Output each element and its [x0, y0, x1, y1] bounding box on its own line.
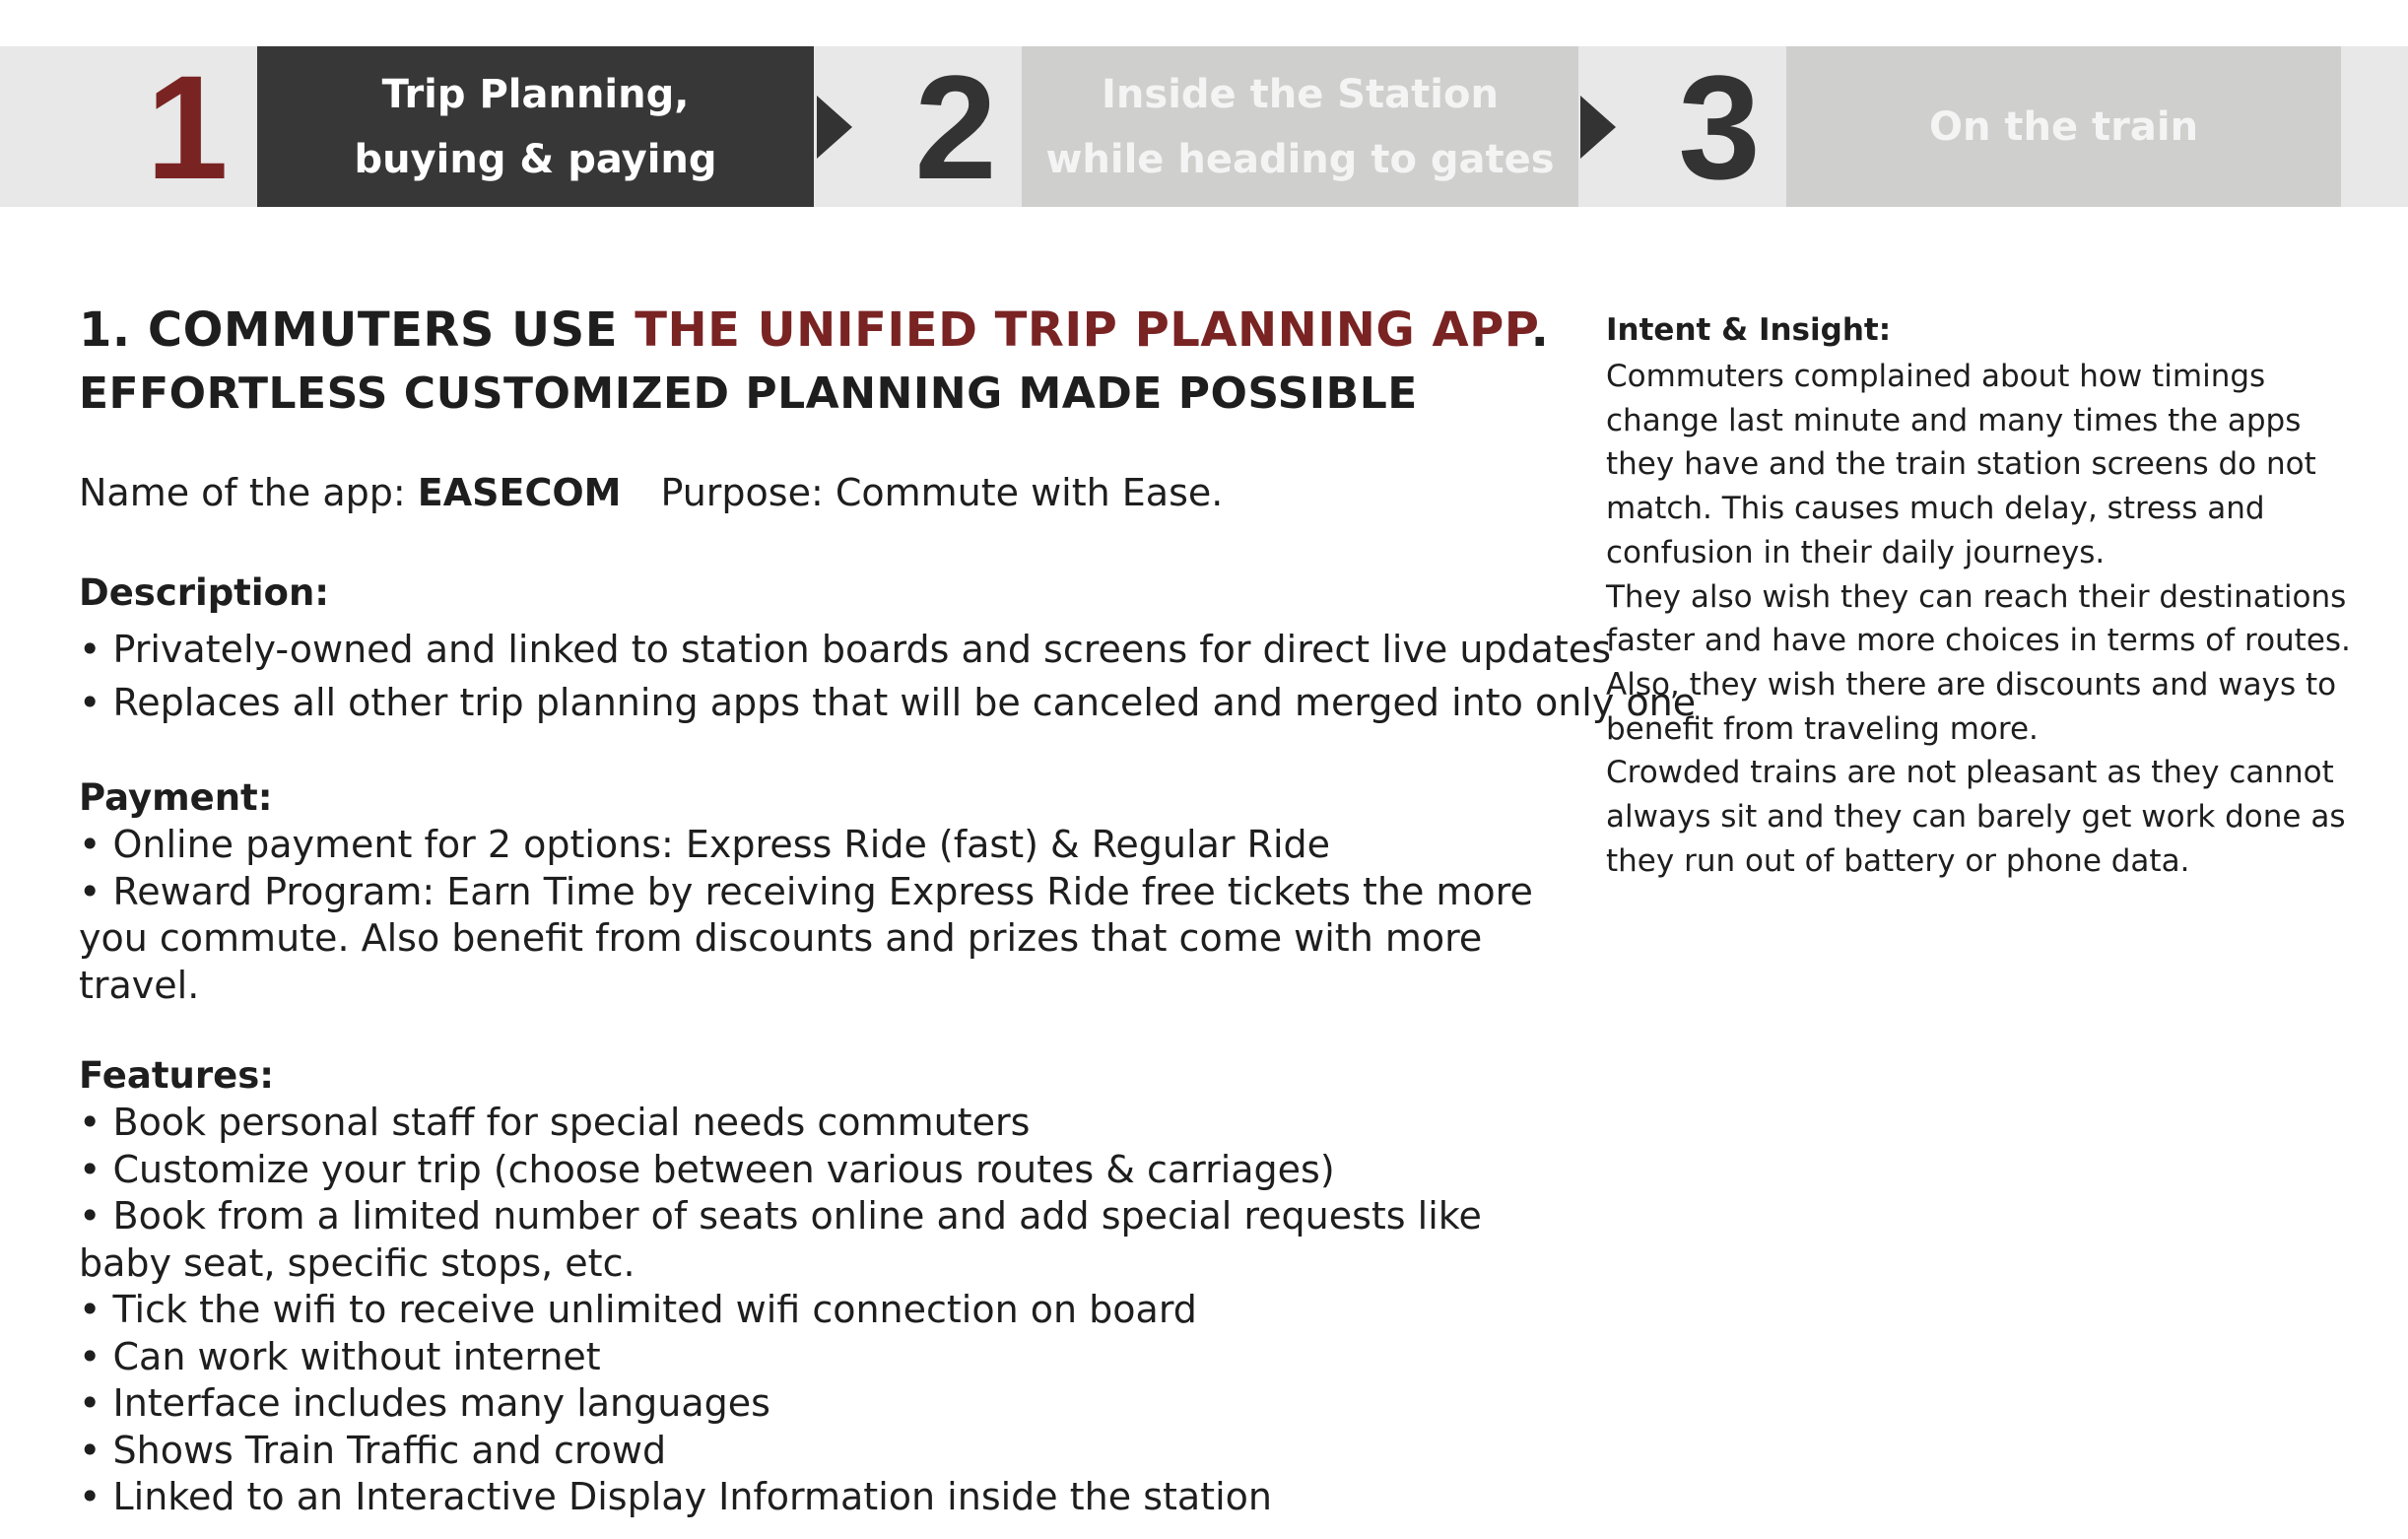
payment-list	[79, 822, 1557, 1009]
list-item: • Book from a limited number of seats online and add special requests like baby seat, specific stops, etc.	[79, 1194, 1482, 1285]
main-content	[79, 296, 1697, 1521]
list-item: • Tick the wifi to receive unlimited wifi connection on board	[79, 1288, 1197, 1331]
chevron-right-icon	[817, 96, 852, 159]
step-1-number: 1	[146, 43, 229, 210]
list-item: • Replaces all other trip planning apps that will be canceled and merged into only one	[79, 681, 1697, 724]
app-name-label: Name of the app:	[79, 471, 418, 514]
page-title	[79, 296, 1557, 365]
list-item: • Reward Program: Earn Time by receiving Express Ride free tickets the more you commute. Also benefit from discounts and prizes that come with more travel.	[79, 869, 1533, 1007]
payment-section	[79, 774, 1557, 1009]
step-2-tab[interactable]: Inside the Station while heading to gates	[1022, 46, 1578, 207]
list-item: • Shows Train Traffic and crowd	[79, 1428, 667, 1472]
features-title: Features:	[79, 1054, 275, 1097]
insight-paragraph: They also wish they can reach their destinations faster and have more choices in terms of routes. Also, they wish there are discounts and ways to benefit from traveling more.	[1606, 578, 2351, 747]
step-1-tab[interactable]: Trip Planning, buying & paying	[257, 46, 814, 207]
description-list	[79, 623, 1697, 729]
step-progress-bar	[0, 43, 2408, 210]
insight-title: Intent & Insight:	[1606, 312, 1892, 348]
insight-panel	[1606, 305, 2355, 883]
title-accent: THE UNIFIED TRIP PLANNING APP	[635, 302, 1531, 358]
page-subtitle: EFFORTLESS CUSTOMIZED PLANNING MADE POSSIBLE	[79, 368, 1418, 419]
list-item: • Book personal staff for special needs commuters	[79, 1101, 1031, 1144]
chevron-right-icon	[1580, 96, 1616, 159]
insight-paragraph: Commuters complained about how timings change last minute and many times the apps they have and the train station screens do not match. This causes much delay, stress and confusion in their daily journeys.	[1606, 359, 2316, 570]
app-purpose: Purpose: Commute with Ease.	[660, 471, 1224, 514]
list-item: • Linked to an Interactive Display Information inside the station	[79, 1475, 1272, 1518]
app-name: EASECOM	[417, 471, 622, 514]
list-item: • Privately-owned and linked to station boards and screens for direct live updates	[79, 628, 1612, 671]
payment-title: Payment:	[79, 776, 273, 819]
step-3-tab[interactable]: On the train	[1786, 46, 2341, 207]
description-title: Description:	[79, 571, 330, 614]
description-section	[79, 569, 1697, 729]
list-item: • Online payment for 2 options: Express Ride (fast) & Regular Ride	[79, 823, 1331, 866]
list-item: • Customize your trip (choose between various routes & carriages)	[79, 1147, 1335, 1191]
step-3-number: 3	[1678, 43, 1761, 210]
title-suffix: .	[1530, 302, 1550, 358]
app-info-line	[79, 465, 1557, 520]
features-section	[79, 1052, 1557, 1521]
insight-paragraph: Crowded trains are not pleasant as they cannot always sit and they can barely get work done as they run out of battery or phone data.	[1606, 755, 2346, 879]
list-item: • Interface includes many languages	[79, 1381, 770, 1425]
step-2-number: 2	[914, 43, 997, 210]
features-list	[79, 1100, 1557, 1521]
title-prefix: 1. COMMUTERS USE	[79, 302, 635, 358]
list-item: • Can work without internet	[79, 1334, 601, 1378]
